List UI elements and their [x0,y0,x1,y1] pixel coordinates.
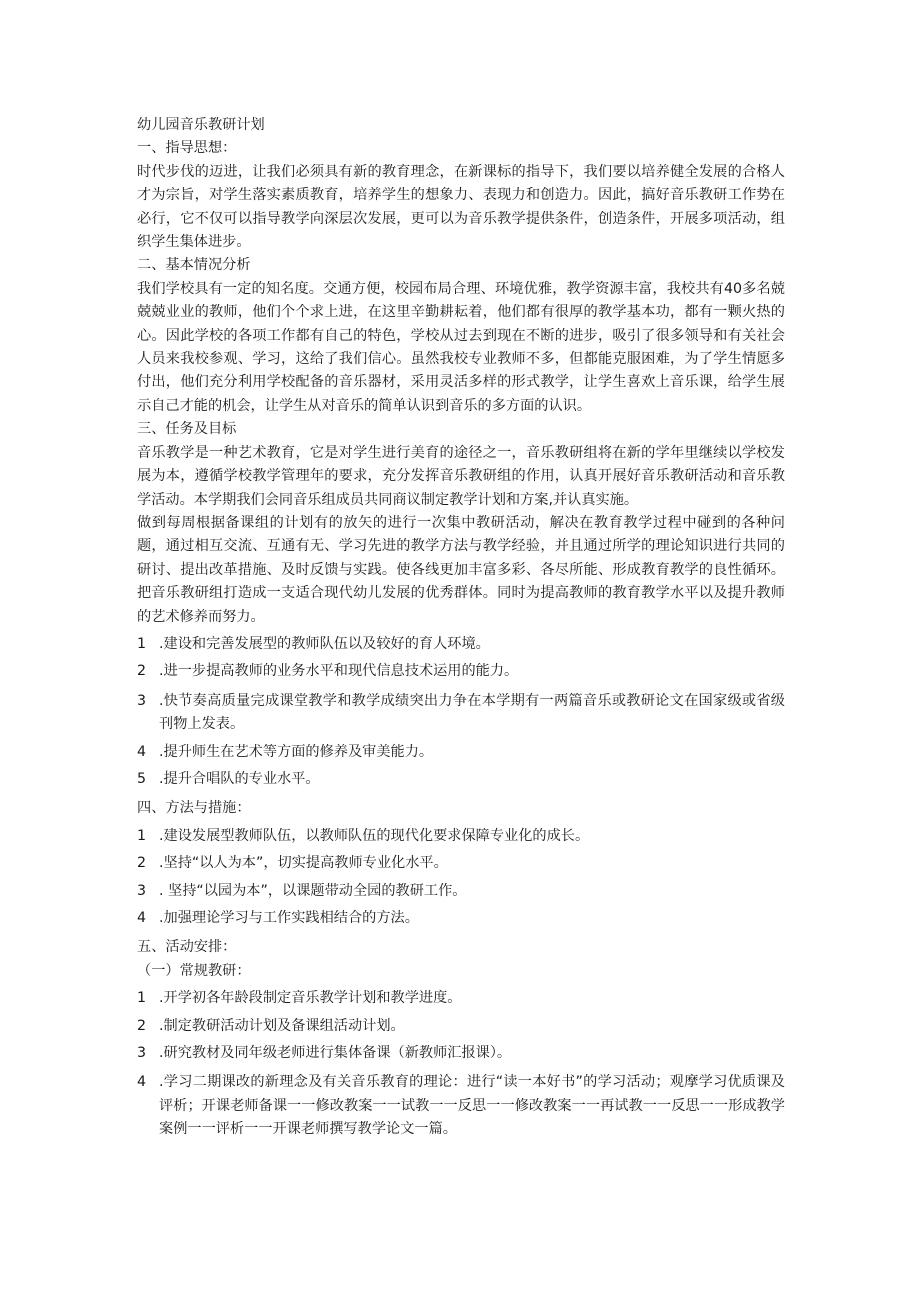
list-item-number: 5 [137,770,147,787]
list-item [137,987,785,1010]
list-item [137,907,785,930]
list-item-text: .建设发展型教师队伍，以教师队伍的现代化要求保障专业化的成长。 [159,827,590,844]
list-item-text: .提升合唱队的专业水平。 [159,770,320,787]
list-item [137,1015,785,1038]
list-item-text: .坚持“以人为本”，切实提高教师专业化水平。 [159,855,448,872]
list-item [137,768,785,791]
paragraph-guiding-thought: 时代步伐的迈进，让我们必须具有新的教育理念，在新课标的指导下，我们要以培养健全发展的合格人才为宗旨，对学生落实素质教育，培养学生的想象力、表现力和创造力。因此，搞好音乐教研工作势在必行，它不仅可以指导教学向深层次发展，更可以为音乐教学提供条件，创造条件，开展多项活动，组织学生集体进步。 [137,163,785,251]
list-item [137,1071,785,1141]
subsection-heading-routine-research: （一）常规教研： [137,962,251,979]
list-item-text: .进一步提高教师的业务水平和现代信息技术运用的能力。 [159,663,519,680]
list-item-text: .建设和完善发展型的教师队伍以及较好的育人环境。 [159,635,490,652]
list-item [137,1042,785,1065]
list-item-number: 3 [137,692,147,709]
list-item-number: 1 [137,635,147,652]
section-heading-methods: 四、方法与措施： [137,800,251,817]
list-item [137,690,785,737]
list-item-text: . 坚持“以园为本”，以课题带动全园的教研工作。 [159,882,467,899]
list-item-number: 2 [137,855,147,872]
list-item [137,852,785,875]
document-body [137,114,785,1142]
list-item-number: 2 [137,663,147,680]
paragraph-situation-analysis: 我们学校具有一定的知名度。交通方便，校园布局合理、环境优雅，教学资源丰富，我校共有40多名兢兢兢业业的教师，他们个个求上进，在这里辛勤耕耘着，他们都有很厚的教学基本功，都有一颗火热的心。因此学校的各项工作都有自己的特色，学校从过去到现在不断的进步，吸引了很多领导和有关社会人员来我校参观、学习，这给了我们信心。虽然我校专业教师不多，但都能克服困难，为了学生情愿多付出，他们充分利用学校配备的音乐器材，采用灵活多样的形式教学，让学生喜欢上音乐课，给学生展示自己才能的机会，让学生从对音乐的简单认识到音乐的多方面的认识。 [137,280,785,414]
list-item-number: 3 [137,1045,147,1062]
list-item [137,741,785,764]
section-heading-tasks-goals: 三、任务及目标 [137,421,237,438]
list-item-text: .制定教研活动计划及备课组活动计划。 [159,1017,405,1034]
section-heading-situation-analysis: 二、基本情况分析 [137,257,251,274]
document-title: 幼儿园音乐教研计划 [137,117,265,133]
paragraph-tasks-goals-2: 做到每周根据备课组的计划有的放矢的进行一次集中教研活动，解决在教育教学过程中碰到的各种问题，通过相互交流、互通有无、学习先进的教学方法与教学经验，并且通过所学的理论知识进行共同的研讨、提出改革措施、及时反馈与实践。使各线更加丰富多彩、各尽所能、形成教育教学的良性循环。把音乐教研组打造成一支适合现代幼儿发展的优秀群体。同时为提高教师的教育教学水平以及提升教师的艺术修养而努力。 [137,514,785,625]
list-item-text: .研究教材及同年级老师进行集体备课（新教师汇报课）。 [159,1045,512,1062]
list-item [137,825,785,848]
list-item-text: .加强理论学习与工作实践相结合的方法。 [159,910,419,926]
list-item-number: 4 [137,910,147,926]
list-item-text: .开学初各年龄段制定音乐教学计划和教学进度。 [159,990,462,1007]
list-item [137,660,785,683]
paragraph-tasks-goals-1: 音乐教学是一种艺术教育，它是对学生进行美育的途径之一，音乐教研组将在新的学年里继续以学校发展为本，遵循学校教学管理年的要求，充分发挥音乐教研组的作用，认真开展好音乐教研活动和音乐教学活动。本学期我们会同音乐组成员共同商议制定教学计划和方案,并认真实施。 [137,444,785,508]
list-item-text: .提升师生在艺术等方面的修养及审美能力。 [159,743,434,760]
list-item [137,633,785,656]
list-item-number: 4 [137,743,147,760]
section-heading-activities: 五、活动安排： [137,939,237,956]
section-heading-guiding-thought: 一、指导思想： [137,140,237,157]
list-item-number: 4 [137,1074,147,1091]
list-item-number: 1 [137,827,147,844]
list-item-text: .快节奏高质量完成课堂教学和教学成绩突出力争在本学期有一两篇音乐或教研论文在国家级或省级刊物上发表。 [159,692,785,733]
list-item-number: 1 [137,990,147,1007]
list-item [137,880,785,903]
list-item-text: .学习二期课改的新理念及有关音乐教育的理论：进行“读一本好书”的学习活动；观摩学习优质课及评析；开课老师备课一一修改教案一一试教一一反思一一修改教案一一再试教一一反思一一形成教学案例一一评析一一开课老师撰写教学论文一篇。 [159,1074,785,1138]
list-item-number: 2 [137,1017,147,1034]
list-item-number: 3 [137,882,147,899]
